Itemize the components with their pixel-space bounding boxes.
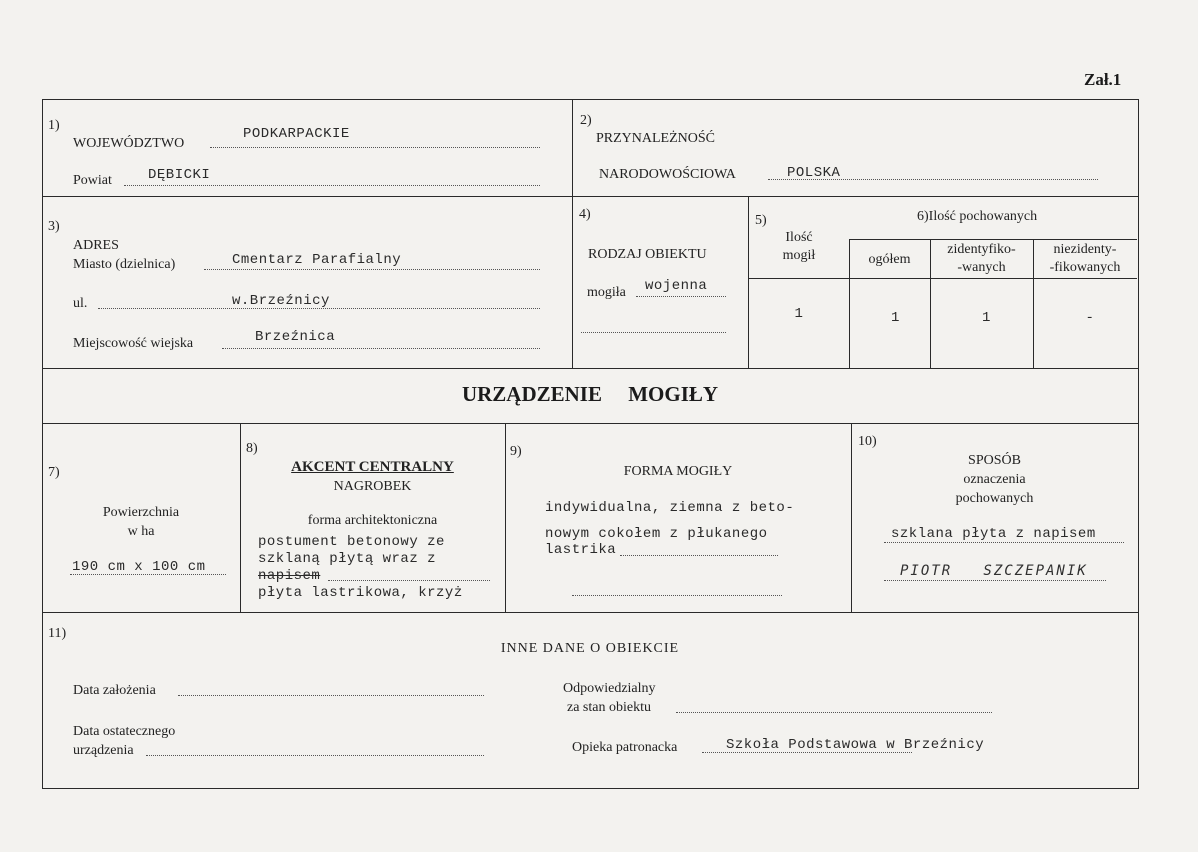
grave-form-line-2: nowym cokołem z płukanego xyxy=(545,526,768,542)
section-number: 2) xyxy=(580,113,592,128)
form-label: forma architektoniczna xyxy=(307,513,438,528)
grave-form-line-1: indywidualna, ziemna z beto- xyxy=(545,500,795,516)
section-number: 4) xyxy=(579,207,591,222)
section-number: 10) xyxy=(858,434,877,449)
col-identified-label-2: -wanych xyxy=(957,260,1006,275)
col-unidentified-label-2: -fikowanych xyxy=(1049,260,1121,275)
street-label: ul. xyxy=(73,296,88,311)
grave-form-heading: FORMA MOGIŁY xyxy=(623,464,733,479)
other-data-heading: INNE DANE O OBIEKCIE xyxy=(500,641,680,656)
city-value: Cmentarz Parafialny xyxy=(232,252,402,268)
divider xyxy=(748,196,749,368)
central-accent-heading: AKCENT CENTRALNY xyxy=(291,459,454,475)
col-identified-label-1: zidentyfiko- xyxy=(947,242,1016,257)
responsible-label-2: za stan obiektu xyxy=(567,700,651,715)
section-number: 5) xyxy=(755,213,767,228)
col-total-label: ogółem xyxy=(868,252,911,267)
buried-count-title: 6)Ilość pochowanych xyxy=(917,209,1038,224)
patronage-label: Opieka patronacka xyxy=(572,740,678,755)
final-date-label-1: Data ostatecznego xyxy=(73,724,176,739)
final-date-label-2: urządzenia xyxy=(73,743,134,758)
banner-title: URZĄDZENIE MOGIŁY xyxy=(461,382,719,406)
grave-form-line-3: lastrika xyxy=(545,542,617,558)
col-unidentified-label-1: niezidenty- xyxy=(1053,242,1117,257)
divider xyxy=(849,239,1137,240)
address-label: ADRES xyxy=(73,238,119,253)
marking-label-2: pochowanych xyxy=(955,491,1034,506)
grave-value: wojenna xyxy=(645,278,708,294)
graves-count-value: 1 xyxy=(794,306,804,322)
divider xyxy=(42,368,1138,369)
divider xyxy=(505,423,506,612)
marking-heading: SPOSÓB xyxy=(968,453,1021,468)
divider xyxy=(851,423,852,612)
identified-value: 1 xyxy=(982,310,991,326)
graves-count-label-1: Ilość xyxy=(785,230,813,245)
object-type-label: RODZAJ OBIEKTU xyxy=(588,247,707,262)
unidentified-value: - xyxy=(1085,310,1095,326)
headstone-line-3: napisem xyxy=(258,568,321,584)
village-label: Miejscowość wiejska xyxy=(73,336,194,351)
patronage-value: Szkoła Podstawowa w Brzeźnicy xyxy=(726,737,985,753)
divider xyxy=(1033,239,1034,368)
county-value: DĘBICKI xyxy=(148,167,211,183)
total-value: 1 xyxy=(891,310,900,326)
grave-label: mogiła xyxy=(587,285,626,300)
nationality-value: POLSKA xyxy=(787,165,841,181)
section-number: 3) xyxy=(48,219,60,234)
marking-value-1: szklana płyta z napisem xyxy=(891,526,1096,542)
divider xyxy=(930,239,931,368)
voivodeship-value: PODKARPACKIE xyxy=(243,126,350,142)
village-value: Brzeźnica xyxy=(255,329,336,345)
section-number: 7) xyxy=(48,465,60,480)
headstone-line-4: płyta lastrikowa, krzyż xyxy=(258,585,463,601)
section-number: 8) xyxy=(246,441,258,456)
voivodeship-label: WOJEWÓDZTWO xyxy=(73,136,185,151)
headstone-line-1: postument betonowy ze xyxy=(258,534,445,550)
headstone-line-2: szklaną płytą wraz z xyxy=(258,551,437,567)
marking-label-1: oznaczenia xyxy=(963,472,1026,487)
divider xyxy=(572,99,573,369)
marking-value-2: PIOTR SZCZEPANIK xyxy=(900,563,1088,579)
divider xyxy=(42,612,1138,613)
area-value: 190 cm x 100 cm xyxy=(72,559,206,575)
divider xyxy=(42,196,1138,197)
street-value: w.Brzeźnicy xyxy=(232,293,330,309)
responsible-label-1: Odpowiedzialny xyxy=(563,681,656,696)
founded-label: Data założenia xyxy=(73,683,156,698)
county-label: Powiat xyxy=(73,173,112,188)
headstone-subheading: NAGROBEK xyxy=(333,479,412,494)
attachment-label: Zał.1 xyxy=(1084,70,1122,89)
area-label-2: w ha xyxy=(127,524,155,539)
area-label-1: Powierzchnia xyxy=(102,505,180,520)
divider xyxy=(42,423,1138,424)
nationality-label-2: NARODOWOŚCIOWA xyxy=(599,167,736,182)
section-number: 11) xyxy=(48,626,67,641)
graves-count-label-2: mogił xyxy=(782,248,816,263)
section-number: 9) xyxy=(510,444,522,459)
divider xyxy=(748,278,1137,279)
city-label: Miasto (dzielnica) xyxy=(73,257,176,272)
section-number: 1) xyxy=(48,118,60,133)
nationality-label-1: PRZYNALEŻNOŚĆ xyxy=(596,131,716,146)
